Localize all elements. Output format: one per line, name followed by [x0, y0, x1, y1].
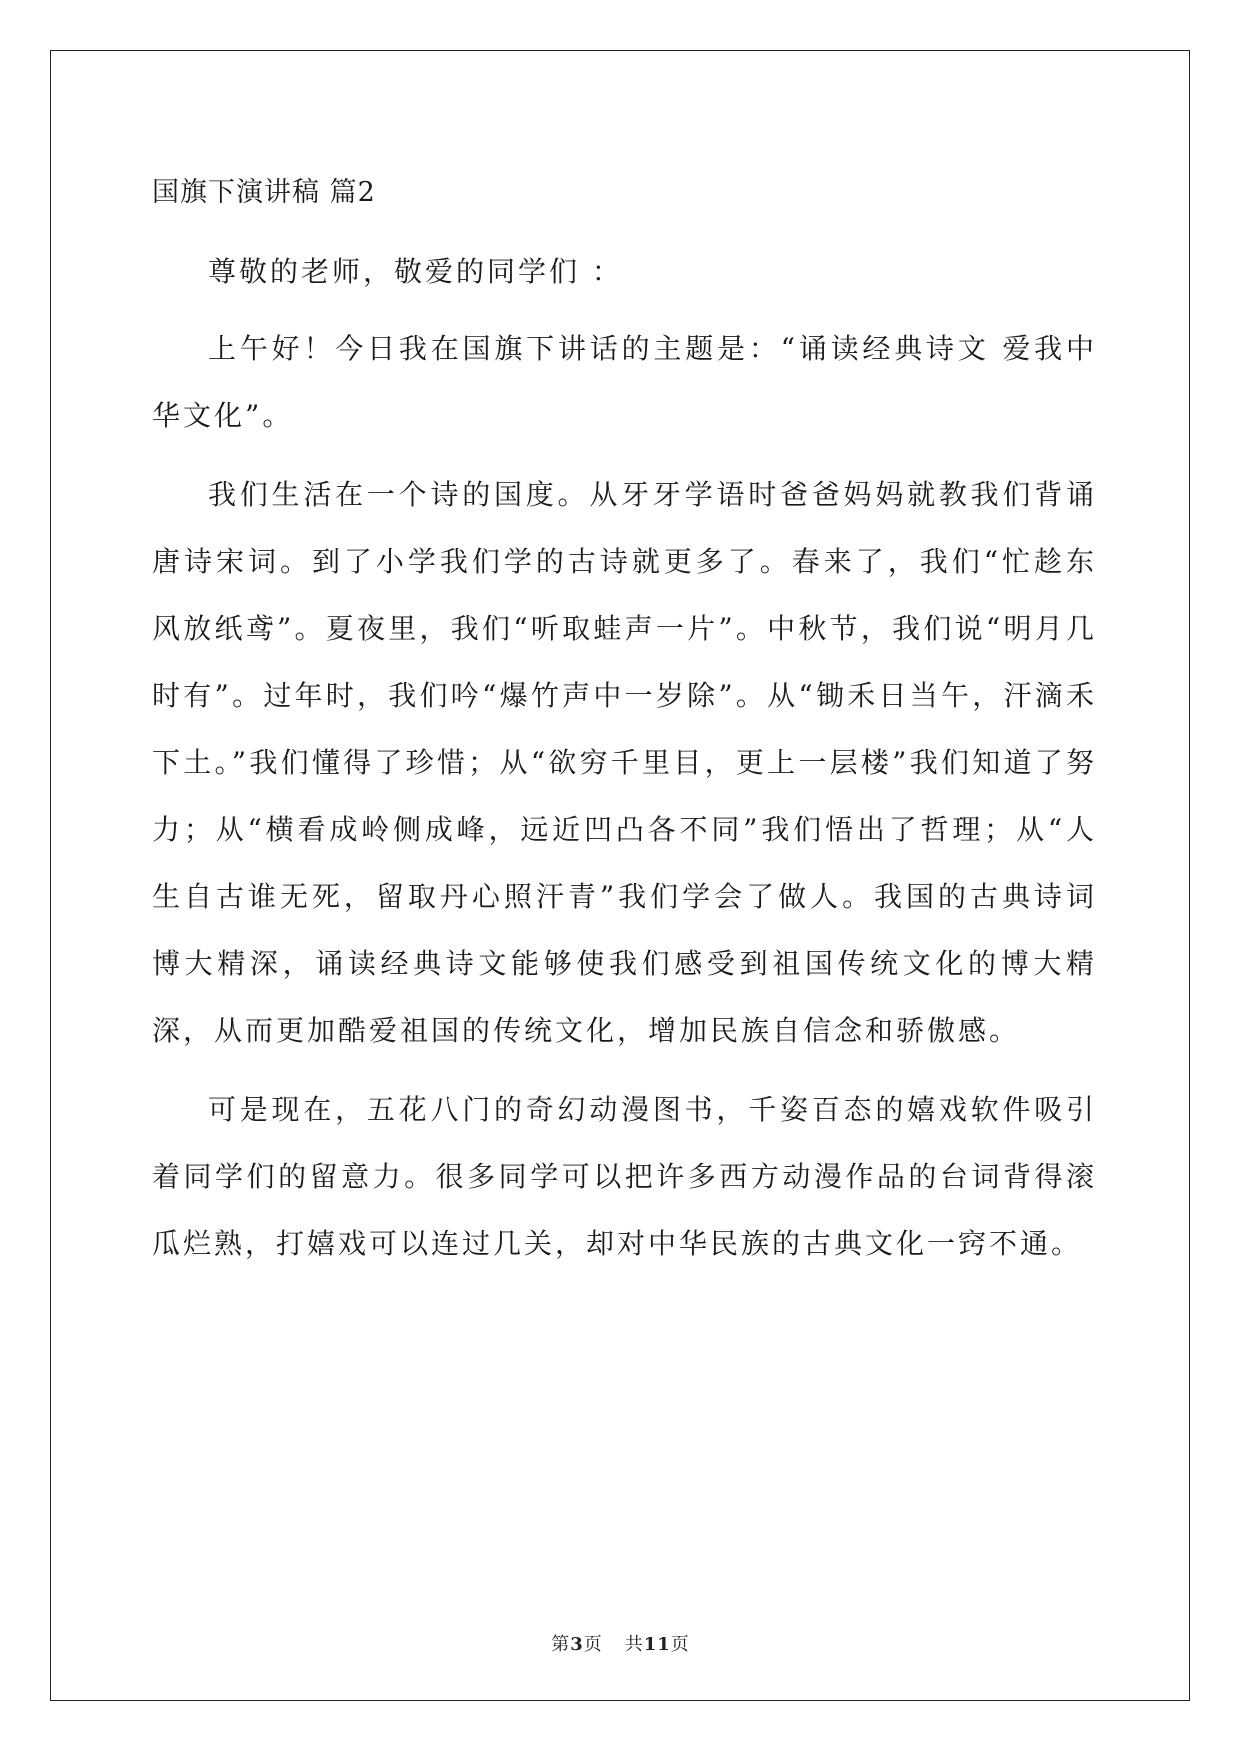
document-title: 国旗下演讲稿 篇2 [152, 177, 376, 208]
page-footer [0, 1630, 1241, 1656]
body-paragraph: 上午好！今日我在国旗下讲话的主题是：“诵读经典诗文 爱我中华文化”。 [152, 332, 1097, 432]
total-suffix: 页 [670, 1634, 690, 1655]
greeting-paragraph: 尊敬的老师，敬爱的同学们 ： [208, 255, 623, 288]
total-pages-number: 11 [643, 1634, 671, 1655]
body-paragraph: 我们生活在一个诗的国度。从牙牙学语时爸爸妈妈就教我们背诵唐诗宋词。到了小学我们学的古诗就更多了。春来了，我们“忙趁东风放纸鸢”。夏夜里，我们“听取蛙声一片”。中秋节，我们说“明月几时有”。过年时，我们吟“爆竹声中一岁除”。从“锄禾日当午，汗滴禾下土。”我们懂得了珍惜；从“欲穷千里目，更上一层楼”我们知道了努力；从“横看成岭侧成峰，远近凹凸各不同”我们悟出了哲理；从“人生自古谁无死，留取丹心照汗青”我们学会了做人。我国的古典诗词博大精深，诵读经典诗文能够使我们感受到祖国传统文化的博大精深，从而更加酷爱祖国的传统文化，增加民族自信念和骄傲感。 [152, 478, 1097, 1047]
page-suffix: 页 [583, 1634, 603, 1655]
page-prefix: 第 [551, 1634, 571, 1655]
document-body [152, 170, 1097, 1289]
body-paragraph: 可是现在，五花八门的奇幻动漫图书，千姿百态的嬉戏软件吸引着同学们的留意力。很多同学可以把许多西方动漫作品的台词背得滚瓜烂熟，打嬉戏可以连过几关，却对中华民族的古典文化一窍不通。 [152, 1093, 1097, 1260]
total-prefix: 共 [624, 1634, 644, 1655]
current-page-number: 3 [570, 1634, 584, 1655]
